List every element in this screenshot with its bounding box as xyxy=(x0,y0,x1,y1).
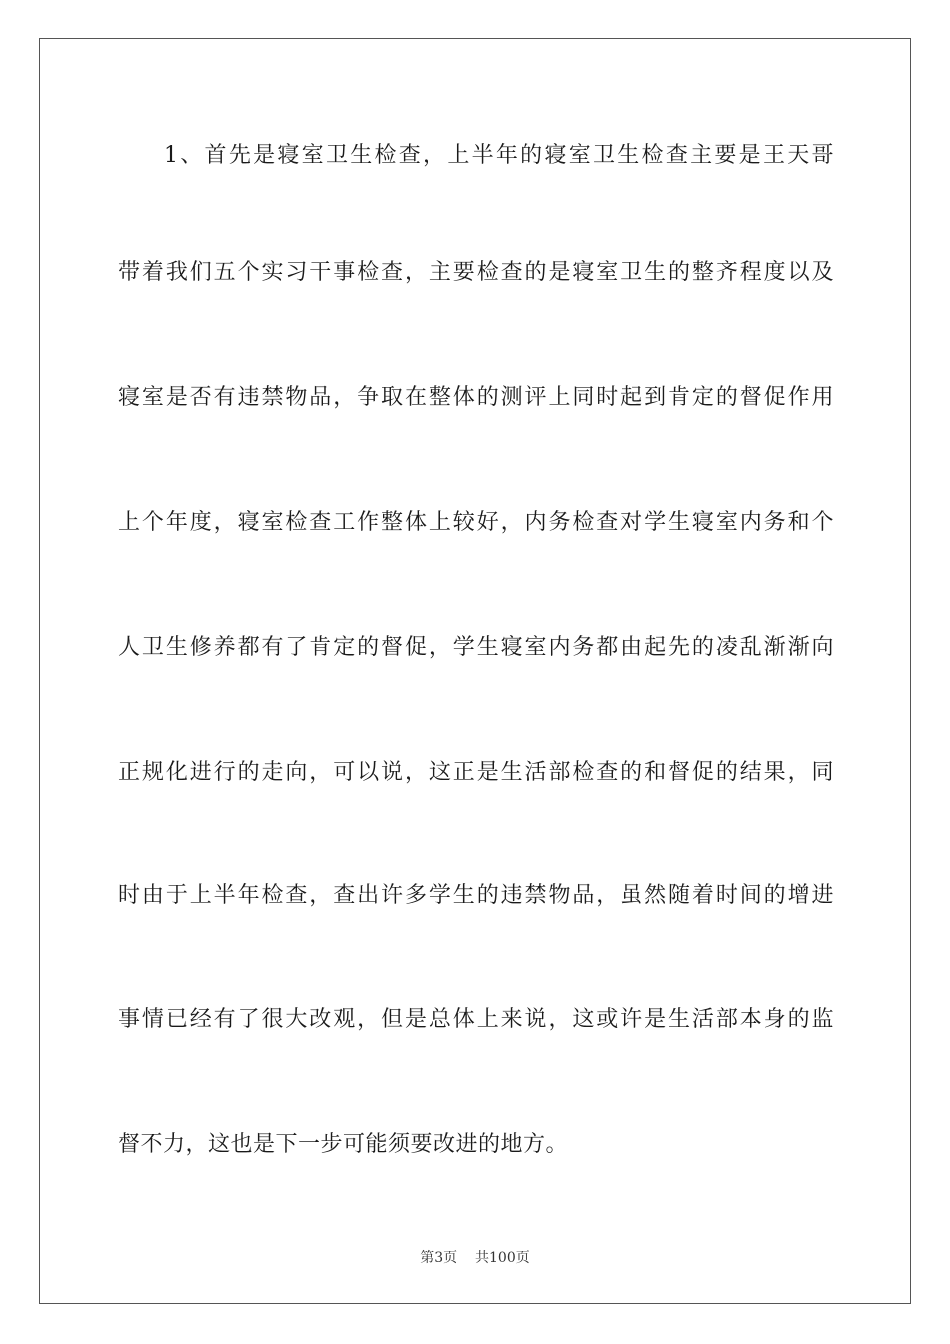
paragraph-line: 人卫生修养都有了肯定的督促，学生寝室内务都由起先的凌乱渐渐向 xyxy=(118,635,834,660)
paragraph-line: 督不力，这也是下一步可能须要改进的地方。 xyxy=(118,1132,569,1157)
page-total: 共100页 xyxy=(475,1250,530,1266)
paragraph-line: 1、首先是寝室卫生检查，上半年的寝室卫生检查主要是王天哥 xyxy=(164,143,834,168)
paragraph-line: 寝室是否有违禁物品，争取在整体的测评上同时起到肯定的督促作用 xyxy=(118,385,834,410)
paragraph-line: 带着我们五个实习干事检查，主要检查的是寝室卫生的整齐程度以及 xyxy=(118,260,834,285)
page-footer xyxy=(0,1248,950,1268)
paragraph-line: 时由于上半年检查，查出许多学生的违禁物品，虽然随着时间的增进 xyxy=(118,883,834,908)
page-number: 第3页 xyxy=(420,1250,458,1266)
page-border xyxy=(39,38,911,1304)
paragraph-line: 上个年度，寝室检查工作整体上较好，内务检查对学生寝室内务和个 xyxy=(118,510,834,535)
paragraph-line: 事情已经有了很大改观，但是总体上来说，这或许是生活部本身的监 xyxy=(118,1007,834,1032)
paragraph-line: 正规化进行的走向，可以说，这正是生活部检查的和督促的结果，同 xyxy=(118,760,834,785)
